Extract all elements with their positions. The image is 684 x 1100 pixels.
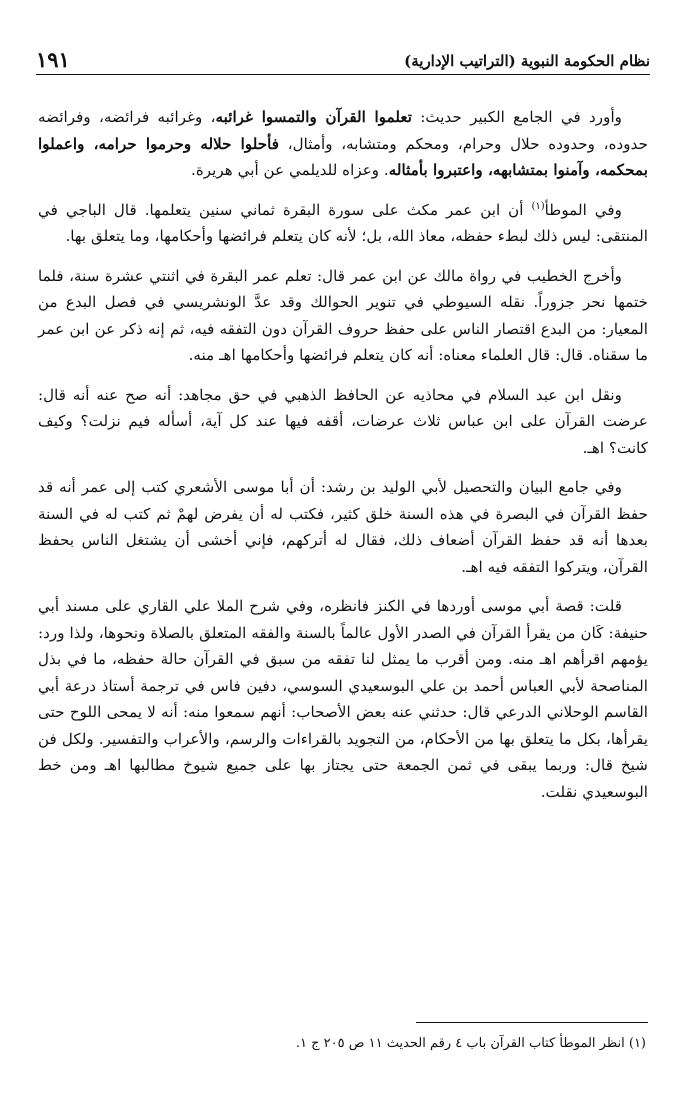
paragraph-6: قلت: قصة أبي موسى أوردها في الكنز فانظره، وفي شرح الملا علي القاري على مسند أبي حنيفة: كَان من يقرأ القرآن في الصدر الأول عالماً بالسنة والفقه المتعلق بالصلاة ونحوها، ولذا ورد: يؤمهم اقرأهم اهـ منه. ومن أقرب ما يمثل لنا تفقه من سبق في القرآن حالة حفظه، ما في بذل المناصحة لأبي العباس أحمد بن علي البوسعيدي السوسي، دفين فاس في ترجمة أستاذ درعة أبي القاسم الوحلاني الدرعي قال: حدثني عنه بعض الأصحاب: أنهم سمعوا منه: أنه لا يمحى اللوح حتى يقرأها، بكل ما يتعلق بها من الأحكام، من التجويد بالقراءات والرسم، والأعراب والتفسير. ولكل فن شيخ قال: وربما يبقى في ثمن الجمعة حتى يجتاز بها على جميع شيوخ مطالبها اهـ ومن خط البوسعيدي نقلت. (38, 597, 648, 801)
paragraph-1 (38, 104, 648, 184)
hadith-emphasis: تعلموا القرآن والتمسوا غرائبه (215, 108, 412, 126)
paragraph-text: وأورد في الجامع الكبير حديث: (411, 108, 623, 126)
paragraph-4: ونقل ابن عبد السلام في محاذيه عن الحافظ الذهبي في حق مجاهد: أنه صح عنه أنه قال: عرضت القرآن على ابن عباس ثلاث عرضات، أقفه فيها عند كل آية، أسأله فيم نزلت؟ وكيف كانت؟ اهـ. (38, 385, 648, 457)
running-title: نظام الحكومة النبوية (التراتيب الإدارية) (404, 52, 650, 70)
page-header (36, 40, 650, 75)
hadith-emphasis: فأحلوا حلاله وحرموا حرامه، واعملوا بمحكمه، وآمنوا بمتشابهه، واعتبروا بأمثاله (38, 134, 648, 179)
footnote: (١) انظر الموطأ كتاب القرآن باب ٤ رقم الحديث ١١ ص ٢٠٥ ج ١. (295, 1036, 646, 1051)
paragraph-2 (38, 197, 648, 250)
paragraph-text: ، وغرائبه فرائضه، وفرائضه حدوده، وحدوده حلال وحرام، ومحكم ومتشابه، وأمثال، (38, 108, 649, 153)
paragraph-text: وفي الموطأ (544, 200, 622, 219)
paragraph-text: أن ابن عمر مكث على سورة البقرة ثماني سنين يتعلمها. قال الباجي في المنتقى: ليس ذلك لبطء حفظه، معاذ الله، بل؛ لأنه كان يتعلم فرائضها وأحكامها، وما يتعلق بها. (38, 200, 648, 245)
footnote-divider (416, 1022, 648, 1023)
paragraph-5: وفي جامع البيان والتحصيل لأبي الوليد بن رشد: أن أبا موسى الأشعري كتب إلى عمر أنه قد حفظ القرآن في البصرة في هذه السنة خلق كثير، فكتب له أن يفرض لهمْ ثم كتب له في السنة بعدها أنه قد حفظ القرآن أضعاف ذلك، فقال له أتركهم، فإني أخشى أن يشتغل الناس بحفظ القرآن، ويتركوا التفقه فيه اهـ. (38, 478, 648, 576)
page-number: ١٩١ (36, 47, 70, 72)
paragraph-text: . وعزاه للديلمي عن أبي هريرة. (191, 161, 389, 179)
main-text (38, 104, 648, 818)
paragraph-3: وأخرج الخطيب في رواة مالك عن ابن عمر قال: تعلم عمر البقرة في اثنتي عشرة سنة، فلما ختمها نحر جزوراً. نقله السيوطي في تنوير الحوالك وقد عدَّ الونشريسي في فصل البدع من المعيار: من البدع اقتصار الناس على حفظ حروف القرآن دون التفقه فيه، ثم إنه ذكر عن ابن عمر ما سقناه. قال: قال العلماء معناه: أنه كان يتعلم فرائضها وأحكامها اهـ منه. (38, 266, 648, 364)
footnote-reference[interactable]: (١) (531, 200, 545, 212)
